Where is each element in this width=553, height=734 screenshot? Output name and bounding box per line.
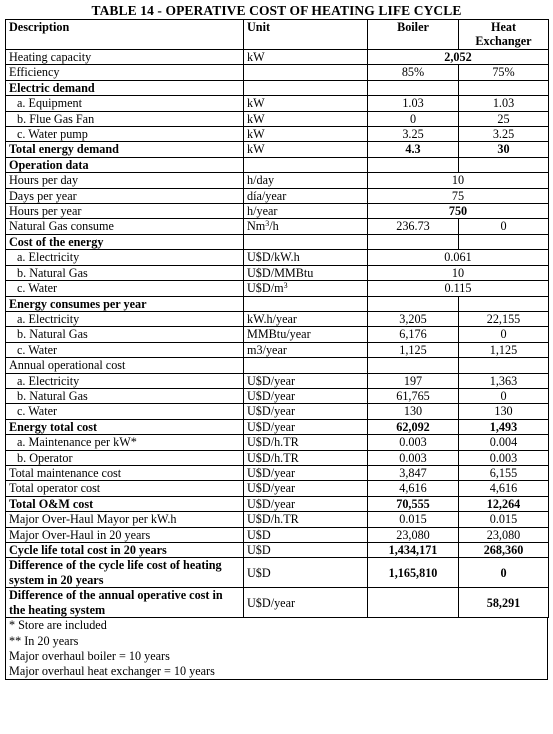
hx-value: 1,493 xyxy=(459,419,549,434)
hx-value: 1.03 xyxy=(459,96,549,111)
row-major-overhaul-per-kwh xyxy=(6,512,549,527)
label: a. Maintenance per kW* xyxy=(6,435,244,450)
boiler-value xyxy=(368,234,459,249)
label: Days per year xyxy=(6,188,244,203)
value: 0.061 xyxy=(368,250,549,265)
boiler-value: 70,555 xyxy=(368,496,459,511)
label: Heating capacity xyxy=(6,50,244,65)
note: ** In 20 years xyxy=(9,633,79,648)
unit: h/year xyxy=(244,204,368,219)
unit-tail: /h xyxy=(269,219,279,234)
section-label: Annual operational cost xyxy=(6,358,244,373)
hx-value: 25 xyxy=(459,111,549,126)
section-operation-data xyxy=(6,157,549,172)
boiler-value: 1,125 xyxy=(368,342,459,357)
hx-value: 58,291 xyxy=(459,588,549,618)
row-cons-natural-gas xyxy=(6,327,549,342)
unit: U$D/year xyxy=(244,419,368,434)
label: Difference of the cycle life cost of heating system in 20 years xyxy=(6,558,244,588)
label: a. Electricity xyxy=(6,373,244,388)
unit xyxy=(244,281,368,296)
value: 2,052 xyxy=(368,50,549,65)
section-electric-demand xyxy=(6,80,549,95)
unit: U$D/h.TR xyxy=(244,450,368,465)
unit: U$D/kW.h xyxy=(244,250,368,265)
unit: h/day xyxy=(244,173,368,188)
label: Total operator cost xyxy=(6,481,244,496)
label: c. Water pump xyxy=(6,127,244,142)
boiler-value: 4.3 xyxy=(368,142,459,157)
label: Natural Gas consume xyxy=(6,219,244,234)
unit: U$D/year xyxy=(244,388,368,403)
row-hours-per-day xyxy=(6,173,549,188)
hx-value: 0 xyxy=(459,327,549,342)
unit: U$D xyxy=(244,558,368,588)
hx-value: 0 xyxy=(459,388,549,403)
label: Difference of the annual operative cost in the heating system xyxy=(6,588,244,618)
header-boiler: Boiler xyxy=(368,20,459,50)
row-difference-cycle-life xyxy=(6,558,549,588)
unit: U$D/year xyxy=(244,496,368,511)
boiler-value: 197 xyxy=(368,373,459,388)
boiler-value: 0.015 xyxy=(368,512,459,527)
row-difference-annual xyxy=(6,588,549,618)
row-maintenance-per-kw xyxy=(6,435,549,450)
unit: U$D/year xyxy=(244,465,368,480)
boiler-value: 61,765 xyxy=(368,388,459,403)
unit: U$D xyxy=(244,527,368,542)
unit xyxy=(244,80,368,95)
boiler-value: 3,205 xyxy=(368,311,459,326)
table-notes xyxy=(5,618,548,680)
label: Total maintenance cost xyxy=(6,465,244,480)
hx-value: 130 xyxy=(459,404,549,419)
section-energy-consumes xyxy=(6,296,549,311)
label: Energy total cost xyxy=(6,419,244,434)
boiler-value xyxy=(368,296,459,311)
label: c. Water xyxy=(6,342,244,357)
label: Cycle life total cost in 20 years xyxy=(6,543,244,558)
row-flue-gas-fan xyxy=(6,111,549,126)
unit xyxy=(244,234,368,249)
hx-value: 23,080 xyxy=(459,527,549,542)
hx-value: 12,264 xyxy=(459,496,549,511)
unit: kW xyxy=(244,142,368,157)
row-cost-electricity xyxy=(6,250,549,265)
unit xyxy=(244,157,368,172)
hx-value: 1,363 xyxy=(459,373,549,388)
hx-value: 0 xyxy=(459,219,549,234)
label: b. Operator xyxy=(6,450,244,465)
hx-value: 0.004 xyxy=(459,435,549,450)
boiler-value: 0.003 xyxy=(368,450,459,465)
value: 10 xyxy=(368,173,549,188)
row-heating-capacity xyxy=(6,50,549,65)
row-total-operator-cost xyxy=(6,481,549,496)
row-total-energy-demand xyxy=(6,142,549,157)
section-label: Operation data xyxy=(6,157,244,172)
unit: MMBtu/year xyxy=(244,327,368,342)
note: * Store are included xyxy=(9,618,107,633)
unit: U$D/year xyxy=(244,404,368,419)
section-label: Energy consumes per year xyxy=(6,296,244,311)
unit-base: U$D/m xyxy=(247,281,284,296)
boiler-value: 3,847 xyxy=(368,465,459,480)
hx-value xyxy=(459,296,549,311)
section-cost-of-energy xyxy=(6,234,549,249)
section-annual-operational-cost xyxy=(6,358,549,373)
header-heat-exchanger: Heat Exchanger xyxy=(459,20,549,50)
row-natural-gas-consume xyxy=(6,219,549,234)
unit: U$D/year xyxy=(244,588,368,618)
header-unit: Unit xyxy=(244,20,368,50)
row-total-maintenance-cost xyxy=(6,465,549,480)
unit-base: Nm xyxy=(247,219,266,234)
boiler-value xyxy=(368,358,459,373)
label: b. Natural Gas xyxy=(6,388,244,403)
boiler-value: 1,434,171 xyxy=(368,543,459,558)
unit: kW.h/year xyxy=(244,311,368,326)
hx-value: 0 xyxy=(459,558,549,588)
hx-value xyxy=(459,80,549,95)
unit xyxy=(244,358,368,373)
boiler-value: 6,176 xyxy=(368,327,459,342)
row-efficiency xyxy=(6,65,549,80)
row-cons-electricity xyxy=(6,311,549,326)
label: c. Water xyxy=(6,281,244,296)
boiler-value: 3.25 xyxy=(368,127,459,142)
unit: U$D/MMBtu xyxy=(244,265,368,280)
boiler-value: 0 xyxy=(368,111,459,126)
unit xyxy=(244,296,368,311)
hx-value xyxy=(459,234,549,249)
boiler-value: 236.73 xyxy=(368,219,459,234)
label: Major Over-Haul in 20 years xyxy=(6,527,244,542)
hx-value: 6,155 xyxy=(459,465,549,480)
hx-value xyxy=(459,358,549,373)
label: b. Flue Gas Fan xyxy=(6,111,244,126)
unit-superscript: 3 xyxy=(265,219,270,229)
hx-value xyxy=(459,157,549,172)
boiler-value: 4,616 xyxy=(368,481,459,496)
hx-value: 268,360 xyxy=(459,543,549,558)
row-water-pump xyxy=(6,127,549,142)
row-equipment xyxy=(6,96,549,111)
unit: kW xyxy=(244,50,368,65)
row-aoc-electricity xyxy=(6,373,549,388)
unit: U$D xyxy=(244,543,368,558)
boiler-value xyxy=(368,80,459,95)
unit: U$D/year xyxy=(244,373,368,388)
label: Total O&M cost xyxy=(6,496,244,511)
value: 0.115 xyxy=(368,281,549,296)
hx-value: 30 xyxy=(459,142,549,157)
row-major-overhaul-20y xyxy=(6,527,549,542)
unit: kW xyxy=(244,127,368,142)
value: 75 xyxy=(368,188,549,203)
boiler-value: 85% xyxy=(368,65,459,80)
boiler-value: 62,092 xyxy=(368,419,459,434)
row-days-per-year xyxy=(6,188,549,203)
boiler-value xyxy=(368,588,459,618)
unit: kW xyxy=(244,96,368,111)
header-description: Description xyxy=(6,20,244,50)
row-hours-per-year xyxy=(6,204,549,219)
unit: kW xyxy=(244,111,368,126)
row-cons-water xyxy=(6,342,549,357)
boiler-value: 23,080 xyxy=(368,527,459,542)
section-label: Cost of the energy xyxy=(6,234,244,249)
unit: U$D/h.TR xyxy=(244,512,368,527)
hx-value: 4,616 xyxy=(459,481,549,496)
unit: día/year xyxy=(244,188,368,203)
hx-value: 3.25 xyxy=(459,127,549,142)
hx-value: 22,155 xyxy=(459,311,549,326)
label: Hours per year xyxy=(6,204,244,219)
row-operator xyxy=(6,450,549,465)
hx-value: 1,125 xyxy=(459,342,549,357)
unit-superscript: 3 xyxy=(283,281,288,291)
row-aoc-water xyxy=(6,404,549,419)
label: Hours per day xyxy=(6,173,244,188)
unit xyxy=(244,219,368,234)
boiler-value: 1,165,810 xyxy=(368,558,459,588)
hx-value: 0.003 xyxy=(459,450,549,465)
boiler-value: 0.003 xyxy=(368,435,459,450)
operative-cost-table xyxy=(5,19,549,618)
note: Major overhaul heat exchanger = 10 years xyxy=(9,664,215,679)
label: b. Natural Gas xyxy=(6,327,244,342)
section-label: Electric demand xyxy=(6,80,244,95)
label: c. Water xyxy=(6,404,244,419)
label: a. Electricity xyxy=(6,250,244,265)
header-row xyxy=(6,20,549,50)
row-total-om-cost xyxy=(6,496,549,511)
boiler-value: 130 xyxy=(368,404,459,419)
row-cost-natural-gas xyxy=(6,265,549,280)
unit xyxy=(244,65,368,80)
label: Major Over-Haul Mayor per kW.h xyxy=(6,512,244,527)
row-cost-water xyxy=(6,281,549,296)
label: b. Natural Gas xyxy=(6,265,244,280)
label: Efficiency xyxy=(6,65,244,80)
hx-value: 75% xyxy=(459,65,549,80)
row-energy-total-cost xyxy=(6,419,549,434)
row-cycle-life-total xyxy=(6,543,549,558)
boiler-value: 1.03 xyxy=(368,96,459,111)
label: a. Electricity xyxy=(6,311,244,326)
value: 750 xyxy=(368,204,549,219)
value: 10 xyxy=(368,265,549,280)
unit: U$D/year xyxy=(244,481,368,496)
unit: U$D/h.TR xyxy=(244,435,368,450)
hx-value: 0.015 xyxy=(459,512,549,527)
table-title: TABLE 14 - OPERATIVE COST OF HEATING LIFE CYCLE xyxy=(91,3,462,18)
row-aoc-natural-gas xyxy=(6,388,549,403)
note: Major overhaul boiler = 10 years xyxy=(9,648,170,663)
boiler-value xyxy=(368,157,459,172)
label: a. Equipment xyxy=(6,96,244,111)
label: Total energy demand xyxy=(6,142,244,157)
unit: m3/year xyxy=(244,342,368,357)
